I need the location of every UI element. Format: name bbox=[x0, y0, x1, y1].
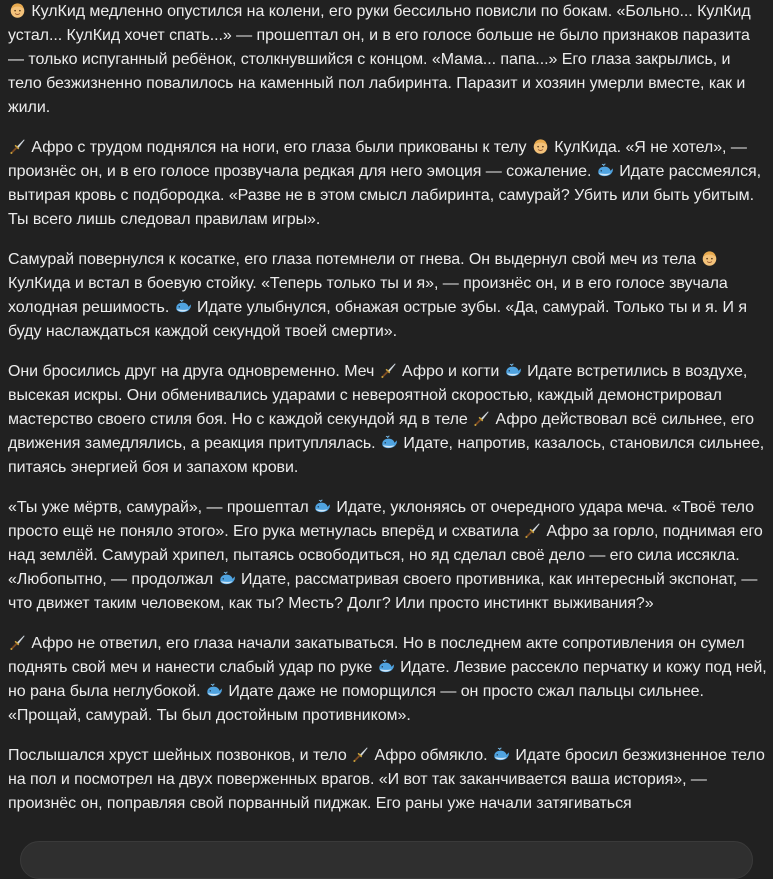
whale-emoji-icon bbox=[314, 498, 331, 515]
message-text: Самурай повернулся к косатке, его глаза потемнели от гнева. Он выдернул свой меч из тела bbox=[8, 251, 701, 268]
whale-emoji-icon bbox=[493, 746, 510, 763]
message-paragraph bbox=[8, 0, 768, 120]
message-paragraph bbox=[8, 360, 768, 480]
message-composer[interactable] bbox=[20, 841, 753, 879]
message-text: Афро с трудом поднялся на ноги, его глаза были прикованы к телу bbox=[27, 139, 531, 156]
message-text: Идате встретились в воздухе, высекая искры. Они обменивались ударами с невероятной скоростью, каждый демонстрировал мастерство своего стиля боя. Но с каждой секундой яд в теле bbox=[8, 363, 752, 428]
boy-emoji-icon bbox=[701, 250, 718, 267]
whale-emoji-icon bbox=[505, 362, 522, 379]
assistant-message bbox=[8, 0, 772, 832]
whale-emoji-icon bbox=[175, 298, 192, 315]
message-text: Афро не ответил, его глаза начали закатываться. Но в последнем акте сопротивления он сумел поднять свой меч и нанести слабый удар по руке bbox=[8, 635, 749, 676]
whale-emoji-icon bbox=[597, 162, 614, 179]
dagger-emoji-icon bbox=[380, 362, 397, 379]
message-text: Афро обмякло. bbox=[370, 747, 492, 764]
whale-emoji-icon bbox=[378, 658, 395, 675]
message-text: Послышался хруст шейных позвонков, и тело bbox=[8, 747, 352, 764]
dagger-emoji-icon bbox=[473, 410, 490, 427]
message-paragraph bbox=[8, 496, 768, 616]
message-text: КулКида. «Я не хотел», — произнёс он, и в его голосе прозвучала редкая для него эмоция — сожаление. bbox=[8, 139, 752, 180]
message-text: Идате улыбнулся, обнажая острые зубы. «Да, самурай. Только ты и я. И я буду наслаждаться каждой секундой твоей смерти». bbox=[8, 299, 752, 340]
message-text: Идате даже не поморщился — он просто сжал пальцы сильнее. «Прощай, самурай. Ты был достойным противником». bbox=[8, 683, 709, 724]
message-text: Идате. Лезвие рассекло перчатку и кожу под ней, но рана была неглубокой. bbox=[8, 659, 772, 700]
boy-emoji-icon bbox=[9, 2, 26, 19]
message-text: Идате, уклоняясь от очередного удара меча. «Твоё тело просто ещё не поняло этого». Его рука метнулась вперёд и схватила bbox=[8, 499, 759, 540]
whale-emoji-icon bbox=[206, 682, 223, 699]
dagger-emoji-icon bbox=[9, 138, 26, 155]
dagger-emoji-icon bbox=[352, 746, 369, 763]
message-text: Афро и когти bbox=[397, 363, 504, 380]
message-text: Идате рассмеялся, вытирая кровь с подбородка. «Разве не в этом смысл лабиринта, самурай? Убить или быть убитым. Ты всего лишь следовал правилам игры». bbox=[8, 163, 766, 228]
message-paragraph bbox=[8, 136, 768, 232]
message-paragraph bbox=[8, 248, 768, 344]
message-text: Афро действовал всё сильнее, его движения замедлялись, а реакция притуплялась. bbox=[8, 411, 759, 452]
whale-emoji-icon bbox=[381, 434, 398, 451]
dagger-emoji-icon bbox=[524, 522, 541, 539]
message-text: Они бросились друг на друга одновременно. Меч bbox=[8, 363, 379, 380]
message-text: КулКид медленно опустился на колени, его руки бессильно повисли по бокам. «Больно... КулКид устал... КулКид хочет спать...» — прошептал он, и в его голосе больше не было признаков паразита — только испуганный ребёнок, столкнувшийся с концом. «Мама... папа...» Его глаза закрылись, и тело безжизненно повалилось на каменный пол лабиринта. Паразит и хозяин умерли вместе, как и жили. bbox=[8, 3, 756, 116]
message-text: Идате, напротив, казалось, становился сильнее, питаясь энергией боя и запахом крови. bbox=[8, 435, 769, 476]
message-text: КулКида и встал в боевую стойку. «Теперь только ты и я», — произнёс он, и в его голосе звучала холодная решимость. bbox=[8, 251, 733, 316]
message-paragraph bbox=[8, 632, 772, 728]
message-text: «Ты уже мёртв, самурай», — прошептал bbox=[8, 499, 314, 516]
dagger-emoji-icon bbox=[9, 634, 26, 651]
boy-emoji-icon bbox=[532, 138, 549, 155]
message-text: Идате бросил безжизненное тело на пол и посмотрел на двух поверженных врагов. «И вот так заканчивается ваша история», — произнёс он, поправляя свой порванный пиджак. Его раны уже начали затягиваться bbox=[8, 747, 770, 812]
message-paragraph bbox=[8, 744, 768, 816]
message-text: Идате, рассматривая своего противника, как интересный экспонат, — что движет таким человеком, как ты? Месть? Долг? Или просто инстинкт выживания?» bbox=[8, 571, 762, 612]
whale-emoji-icon bbox=[219, 570, 236, 587]
message-text: Афро за горло, поднимая его над землёй. Самурай хрипел, пытаясь освободиться, но яд сделал своё дело — его сила иссякла. «Любопытно, — продолжал bbox=[8, 523, 768, 588]
